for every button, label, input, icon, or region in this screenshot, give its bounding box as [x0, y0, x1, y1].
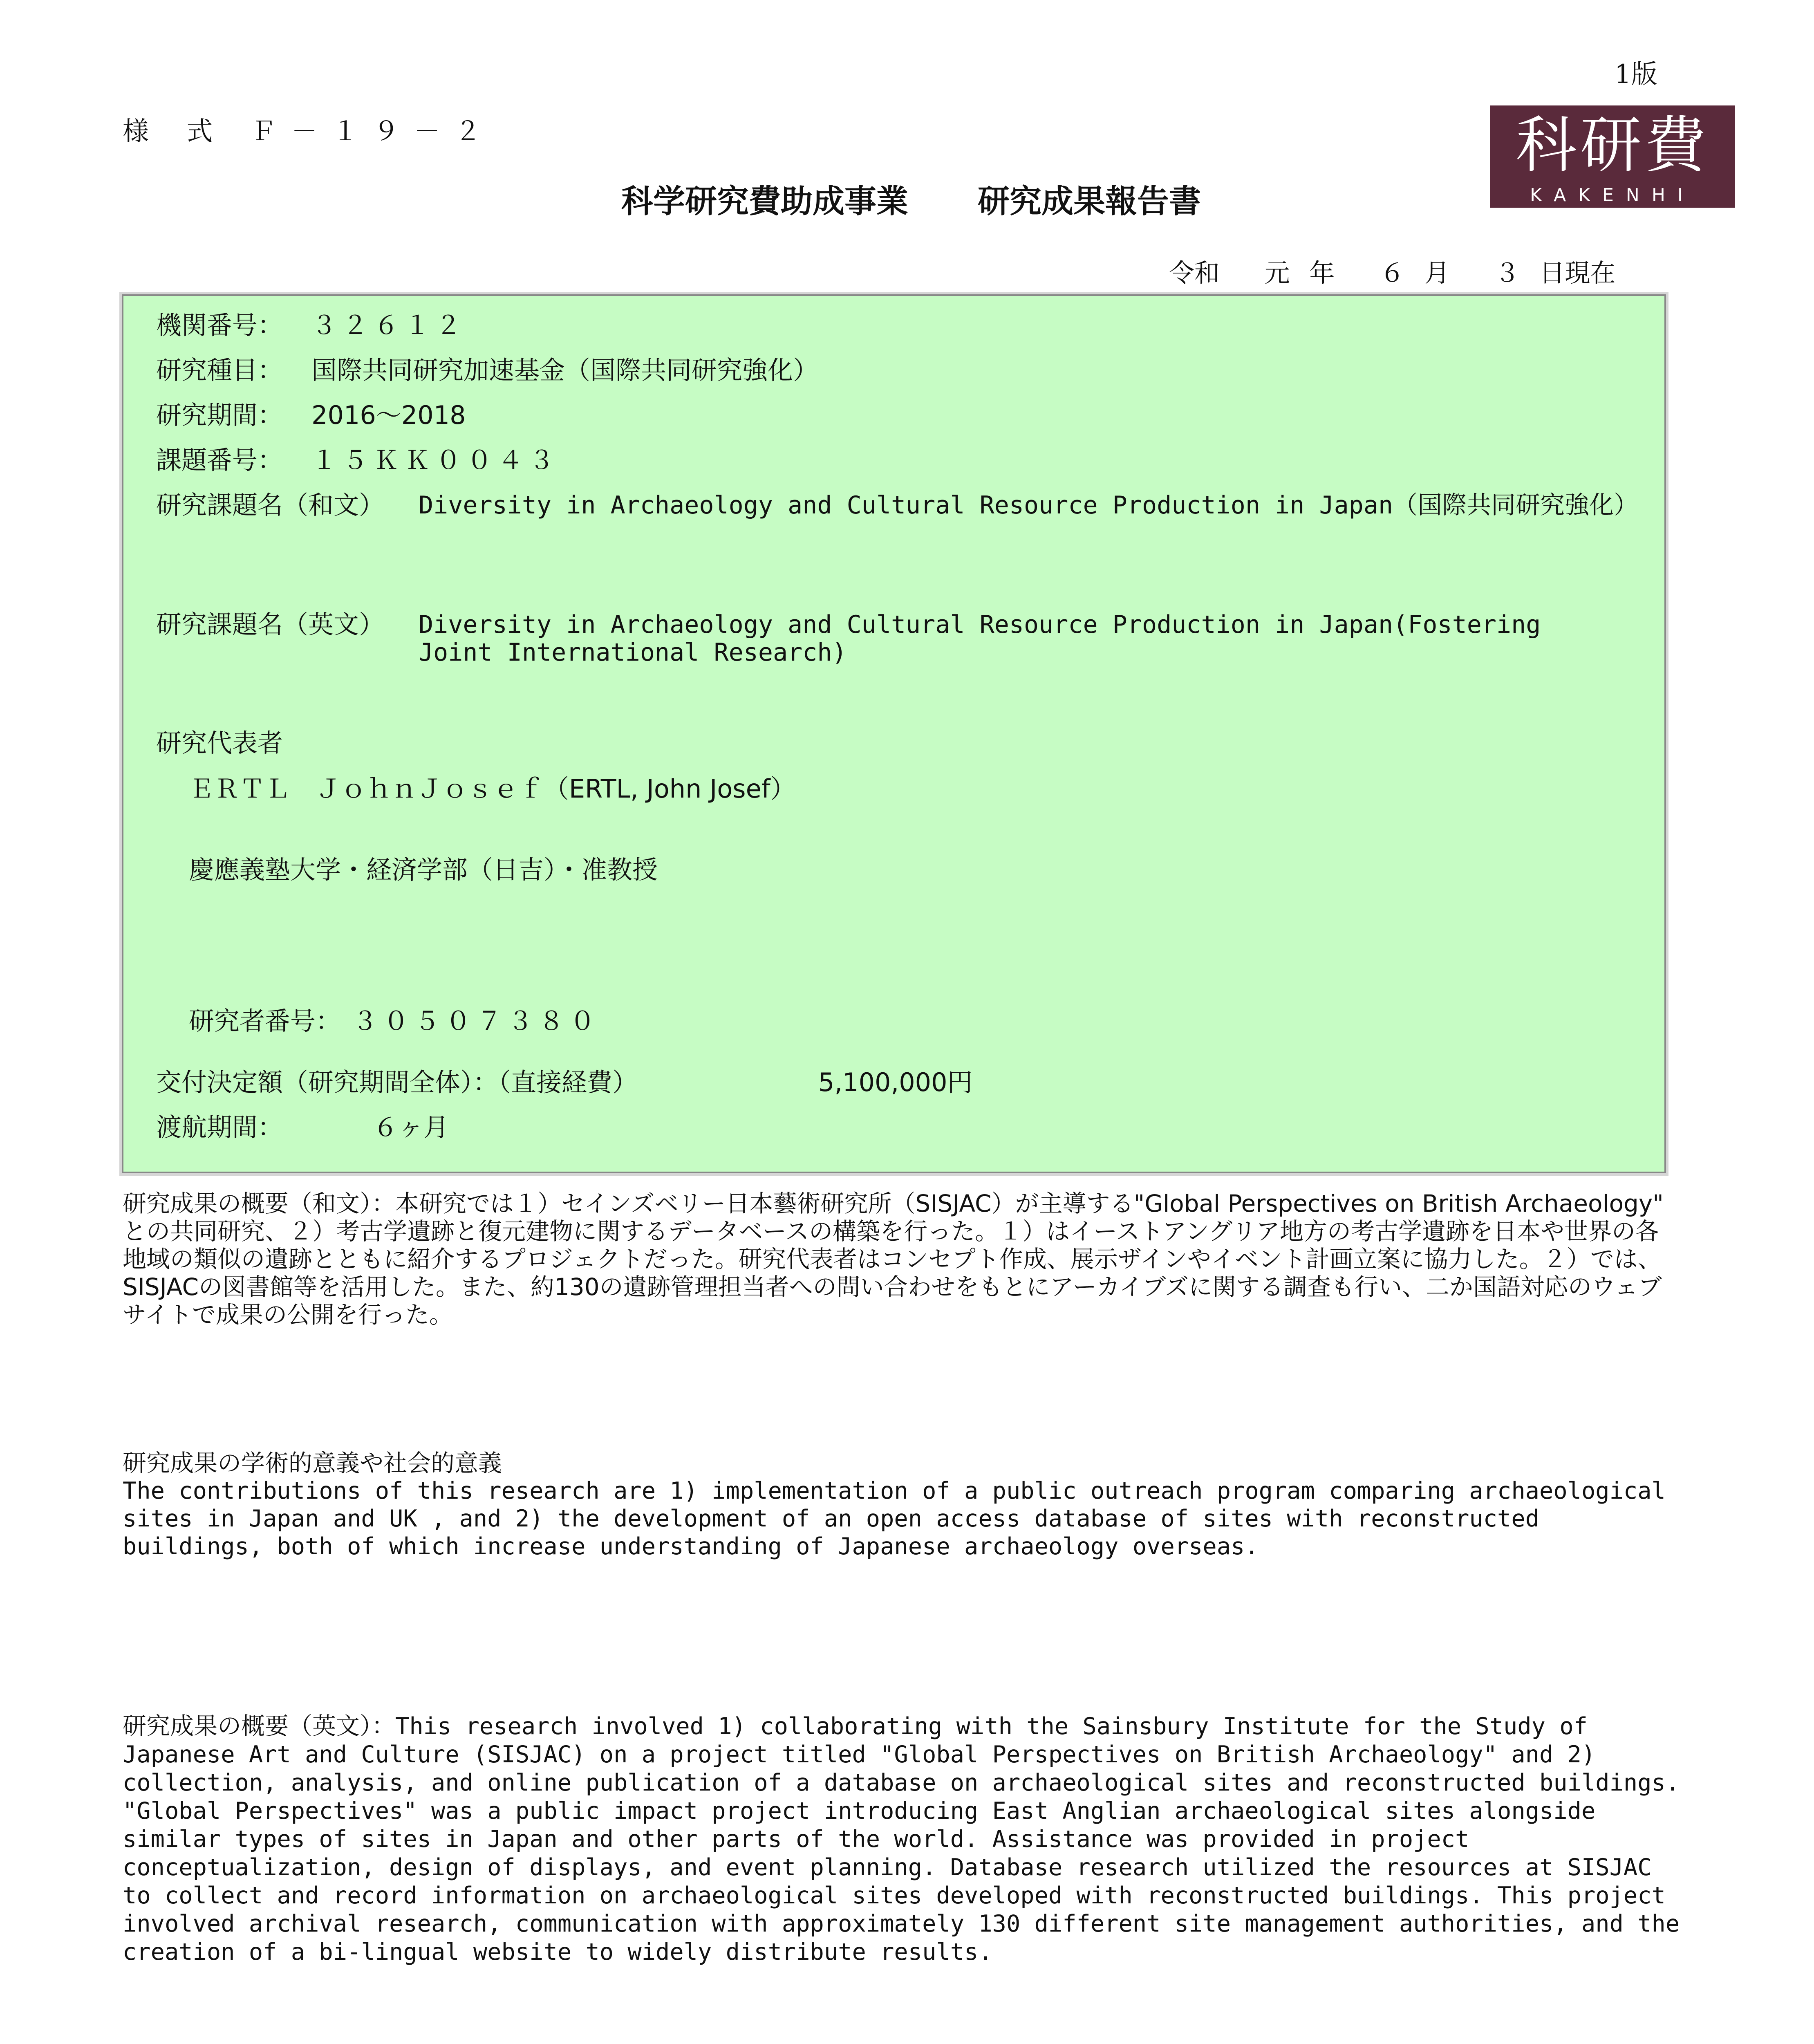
researcher-number-value: ３０５０７３８０ — [352, 1006, 601, 1036]
pi-affiliation: 慶應義塾大学・経済学部（日吉）・准教授 — [189, 855, 658, 885]
pi-name: ＥＲＴＬ ＪｏｈｎＪｏｓｅｆ（ERTL, John Josef） — [189, 774, 796, 804]
significance-text: The contributions of this research are 1) implementation of a public outreach program comparing archaeological sites in Japan and UK , and 2) the development of an open access database of sites with reconstructed buildings, both of which increase understanding of Japanese archaeology overseas. — [123, 1477, 1666, 1560]
kakenhi-logo — [1490, 105, 1735, 208]
summary-ja-text: 本研究では１）セインズベリー日本藝術研究所（SISJAC）が主導する"Global Perspectives on British Archaeology" との共同研究、２）考古学遺跡と復元建物に関するデータベースの構築を行った。１）はイーストアングリア地方の考古学遺跡を日本や世界の各地域の類似の遺跡とともに紹介するプロジェクトだった。研究代表者はコンセプト作成、展示ザインやイベント計画立案に協力した。２）では、SISJACの図書館等を活用した。また、約130の遺跡管理担当者への問い合わせをもとにアーカイブズに関する調査も行い、二か国語対応のウェブサイトで成果の公開を行った。 — [123, 1190, 1664, 1329]
travel-value: ６ヶ月 — [373, 1112, 449, 1142]
title-en-value: Diversity in Archaeology and Cultural Resource Production in Japan(Fostering Joint International Research) — [419, 610, 1541, 667]
period-label: 研究期間： — [156, 400, 283, 430]
logo-kanji: 科研費 — [1515, 110, 1709, 181]
title-part-2: 研究成果報告書 — [978, 183, 1201, 220]
title-part-1: 科学研究費助成事業 — [621, 183, 909, 220]
period-value: 2016～2018 — [311, 400, 466, 430]
significance-label: 研究成果の学術的意義や社会的意義 — [123, 1449, 502, 1477]
form-number: 様 式 Ｆ－１９－２ — [123, 117, 496, 147]
project-number-label: 課題番号： — [156, 445, 283, 475]
project-info-box — [122, 294, 1666, 1173]
researcher-number-label: 研究者番号： — [189, 1006, 341, 1036]
version-label: 1版 — [1615, 59, 1657, 90]
summary-en-text: This research involved 1) collaborating with the Sainsbury Institute for the Study of Japanese Art and Culture (SISJAC) on a project titled "Global Perspectives on British Archaeology" and 2) collection, analysis, and online publication of a database on archaeological sites and reconstructed buildings. "Global Perspectives" was a public impact project introducing East Anglian archaeological sites alongside similar types of sites in Japan and other parts of the world. Assistance was provided in project conceptualization, design of displays, and event planning. Database research utilized the resources at SISJAC to collect and record information on archaeological sites developed with reconstructed buildings. This project involved archival research, communication with approximately 130 different site management authorities, and the creation of a bi-lingual website to widely distribute results. — [123, 1713, 1680, 1966]
pi-label: 研究代表者 — [156, 728, 283, 758]
category-label: 研究種目： — [156, 355, 283, 385]
report-date: 令和 元 年 ６ 月 ３ 日現在 — [1169, 258, 1616, 288]
grant-value: 5,100,000円 — [818, 1067, 973, 1097]
grant-label: 交付決定額（研究期間全体）：（直接経費） — [156, 1067, 638, 1097]
document-title — [621, 176, 1201, 222]
summary-en-label: 研究成果の概要（英文）： — [123, 1712, 396, 1740]
title-ja-label: 研究課題名（和文） — [156, 490, 385, 520]
summary-ja-label: 研究成果の概要（和文）： — [123, 1190, 396, 1217]
significance-section — [123, 1449, 1684, 1560]
category-value: 国際共同研究加速基金（国際共同研究強化） — [311, 355, 819, 385]
summary-japanese — [123, 1190, 1668, 1329]
institution-label: 機関番号： — [156, 310, 283, 340]
travel-label: 渡航期間： — [156, 1112, 283, 1142]
project-number-value: １５ＫＫ００４３ — [311, 445, 560, 475]
logo-latin: KAKENHI — [1530, 185, 1695, 206]
summary-english — [123, 1712, 1684, 1966]
institution-value: ３２６１２ — [311, 310, 467, 340]
title-en-label: 研究課題名（英文） — [156, 610, 385, 639]
title-ja-value: Diversity in Archaeology and Cultural Resource Production in Japan（国際共同研究強化） — [419, 491, 1639, 520]
